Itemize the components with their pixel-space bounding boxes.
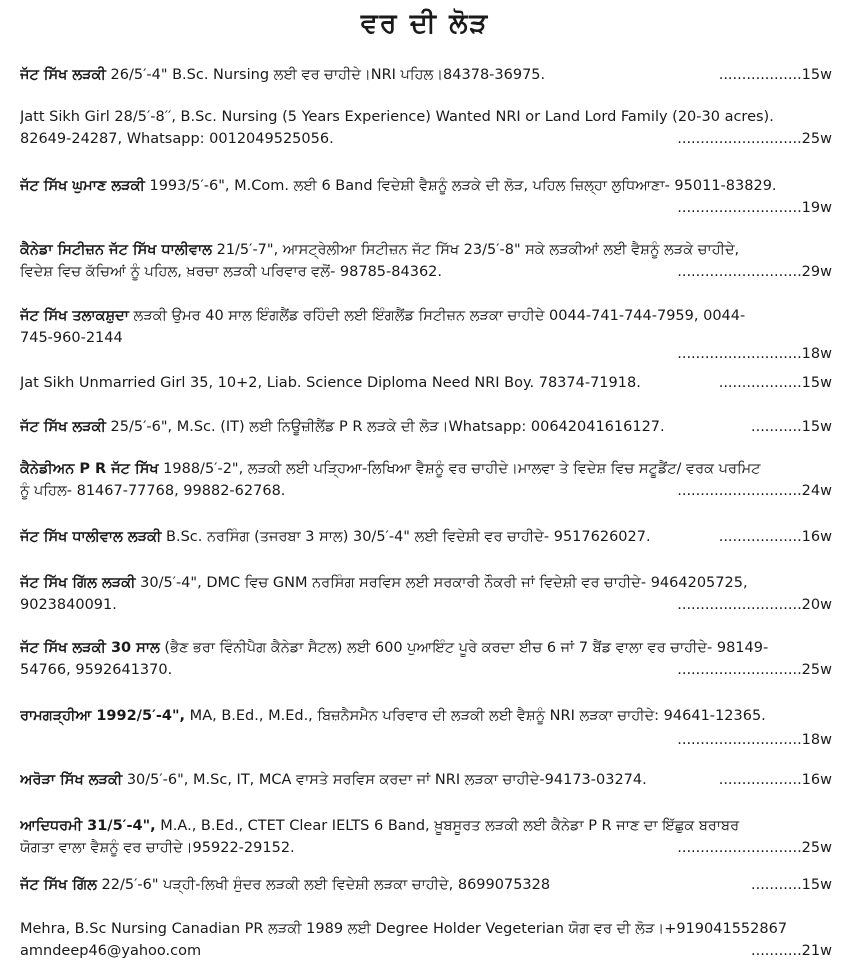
ad-lead: ਜੱਟ ਸਿੱਖ ਧਾਲੀਵਾਲ ਲੜਕੀ [20,529,162,545]
classified-ad-16 [20,918,832,962]
classified-ad-2 [20,106,832,150]
ad-price: ...........................29w [677,264,832,280]
ad-lead: ਜੱਟ ਸਿੱਖ ਘੁਮਾਣ ਲੜਕੀ [20,178,145,194]
ad-price: ...........................25w [677,840,832,856]
ad-price: ...........................18w [677,346,832,362]
classified-ad-4 [20,239,832,283]
ad-lead: ਜੱਟ ਸਿੱਖ ਲੜਕੀ [20,67,106,83]
ad-lead: ਜੱਟ ਸਿੱਖ ਲੜਕੀ 30 ਸਾਲ [20,640,160,656]
ad-price: ...........................25w [677,131,832,147]
classified-ad-5 [20,305,832,365]
ad-text: 1993/5′-6", M.Com. ਲਈ 6 Band ਵਿਦੇਸ਼ੀ ਵੈਸ਼ਨੂੰ ਲੜਕੇ ਦੀ ਲੋੜ, ਪਹਿਲ ਜ਼ਿਲ੍ਹਾ ਲੁਧਿਆਣਾ- 95011-83829. [144,178,777,194]
ad-lead: ਜੱਟ ਸਿੱਖ ਤਲਾਕਸ਼ੁਦਾ [20,308,129,324]
ad-price: ..................15w [718,375,832,391]
ad-text: ਨੂੰ ਪਹਿਲ- 81467-77768, 99882-62768. [20,483,286,499]
ad-text: 25/5′-6", M.Sc. (IT) ਲਈ ਨਿਊਜ਼ੀਲੈਂਡ P R ਲੜਕੇ ਦੀ ਲੋੜ।Whatsapp: 00642041616127. [105,419,665,435]
ad-text: Jat Sikh Unmarried Girl 35, 10+2, Liab. Science Diploma Need NRI Boy. 78374-71918. [20,375,641,391]
ad-text: 26/5′-4" B.Sc. Nursing ਲਈ ਵਰ ਚਾਹੀਦੇ।NRI ਪਹਿਲ।84378-36975. [105,67,546,83]
ad-price: ..................16w [718,529,832,545]
ad-text: Mehra, B.Sc Nursing Canadian PR ਲੜਕੀ 1989 ਲਈ Degree Holder Vegeterian ਯੋਗ ਵਰ ਦੀ ਲੋੜ।+919041552867 [20,921,788,937]
ad-price: ...........................24w [677,483,832,499]
ad-text: ਵਿਦੇਸ਼ ਵਿਚ ਕੱਚਿਆਂ ਨੂੰ ਪਹਿਲ, ਖ਼ਰਚਾ ਲੜਕੀ ਪਰਿਵਾਰ ਵਲੋਂ- 98785-84362. [20,264,442,280]
ad-text: MA, B.Ed., M.Ed., ਬਿਜ਼ਨੈਸਮੈਨ ਪਰਿਵਾਰ ਦੀ ਲੜਕੀ ਲਈ ਵੈਸ਼ਨੂੰ NRI ਲੜਕਾ ਚਾਹੀਦੇ: 94641-12365. [185,708,766,724]
ad-text: (ਭੈਣ ਭਰਾ ਵਿੰਨੀਪੈਗ ਕੈਨੇਡਾ ਸੈਟਲ) ਲਈ 600 ਪੁਆਇੰਟ ਪੂਰੇ ਕਰਦਾ ਈਚ 6 ਜਾਂ 7 ਬੈਂਡ ਵਾਲਾ ਵਰ ਚਾਹੀਦੇ- 98149- [159,640,769,656]
ad-text: 21/5′-7", ਆਸਟ੍ਰੇਲੀਆ ਸਿਟੀਜ਼ਨ ਜੱਟ ਸਿੱਖ 23/5′-8" ਸਕੇ ਲੜਕੀਆਂ ਲਈ ਵੈਸ਼ਨੂੰ ਲੜਕੇ ਚਾਹੀਦੇ, [211,242,740,258]
ad-lead: ਜੱਟ ਸਿੱਖ ਗਿੱਲ ਲੜਕੀ [20,575,136,591]
ad-lead: ਅਰੋੜਾ ਸਿੱਖ ਲੜਕੀ [20,772,123,788]
ad-price: ...........................25w [677,662,832,678]
classified-ad-12 [20,705,832,751]
classified-ad-11 [20,637,832,681]
ad-text: ਯੋਗਤਾ ਵਾਲਾ ਵੈਸ਼ਨੂੰ ਵਰ ਚਾਹੀਦੇ।95922-29152. [20,840,295,856]
ad-lead: ਰਾਮਗੜ੍ਹੀਆ 1992/5′-4", [20,708,186,724]
ad-email: amndeep46@yahoo.com [20,943,202,959]
ad-text: M.A., B.Ed., CTET Clear IELTS 6 Band, ਖ਼ੂਬਸੂਰਤ ਲੜਕੀ ਲਈ ਕੈਨੇਡਾ P R ਜਾਣ ਦਾ ਇੱਛੁਕ ਬਰਾਬਰ [155,818,740,834]
ad-lead: ਕੈਨੇਡਾ ਸਿਟੀਜ਼ਨ ਜੱਟ ਸਿੱਖ ਧਾਲੀਵਾਲ [20,242,212,258]
classified-ad-9 [20,526,832,548]
ad-price: ...........15w [750,419,832,435]
ad-text: 22/5′-6" ਪੜ੍ਹੀ-ਲਿਖੀ ਸੁੰਦਰ ਲੜਕੀ ਲਈ ਵਿਦੇਸ਼ੀ ਲੜਕਾ ਚਾਹੀਦੇ, 8699075328 [96,877,551,893]
ad-price: ...........21w [750,943,832,959]
ad-text: 30/5′-6", M.Sc, IT, MCA ਵਾਸਤੇ ਸਰਵਿਸ ਕਰਦਾ ਜਾਂ NRI ਲੜਕਾ ਚਾਹੀਦੇ-94173-03274. [122,772,647,788]
page-title: ਵਰ ਦੀ ਲੋੜ [360,8,490,39]
ad-text: 745-960-2144 [20,330,123,346]
classified-ad-15 [20,874,832,896]
classified-ad-7 [20,416,832,438]
classified-ad-13 [20,769,832,791]
classified-ad-8 [20,458,832,502]
ad-lead: ਆਦਿਧਰਮੀ 31/5′-4", [20,818,156,834]
ad-price: ...........................20w [677,597,832,613]
ad-price: ..................16w [718,772,832,788]
ad-lead: ਜੱਟ ਸਿੱਖ ਲੜਕੀ [20,419,106,435]
ad-price: ...........................19w [677,200,832,216]
ad-text: 1988/5′-2", ਲੜਕੀ ਲਈ ਪੜ੍ਹਿਆ-ਲਿਖਿਆ ਵੈਸ਼ਨੂੰ ਵਰ ਚਾਹੀਦੇ।ਮਾਲਵਾ ਤੇ ਵਿਦੇਸ਼ ਵਿਚ ਸਟੂਡੈਂਟ/ ਵਰਕ ਪਰਮਿਟ [158,461,761,477]
ad-text: ਲੜਕੀ ਉਮਰ 40 ਸਾਲ ਇੰਗਲੈਂਡ ਰਹਿੰਦੀ ਲਈ ਇੰਗਲੈਂਡ ਸਿਟੀਜ਼ਨ ਲੜਕਾ ਚਾਹੀਦੇ 0044-741-744-7959, 0044- [128,308,746,324]
ad-text: B.Sc. ਨਰਸਿੰਗ (ਤਜਰਬਾ 3 ਸਾਲ) 30/5′-4" ਲਈ ਵਿਦੇਸ਼ੀ ਵਰ ਚਾਹੀਦੇ- 9517626027. [161,529,651,545]
classified-ad-3 [20,175,832,219]
classified-ad-10 [20,572,832,616]
ad-text: 30/5′-4", DMC ਵਿਚ GNM ਨਰਸਿੰਗ ਸਰਵਿਸ ਲਈ ਸਰਕਾਰੀ ਨੌਕਰੀ ਜਾਂ ਵਿਦੇਸ਼ੀ ਵਰ ਚਾਹੀਦੇ- 9464205725, [135,575,748,591]
ad-price: ...........................18w [677,732,832,748]
ad-text: 54766, 9592641370. [20,662,173,678]
ad-price: ...........15w [750,877,832,893]
ad-text: 9023840091. [20,597,117,613]
ad-text: Jatt Sikh Girl 28/5′-8′′, B.Sc. Nursing (5 Years Experience) Wanted NRI or Land Lord Family (20-30 acres). [20,109,774,125]
classified-ad-1 [20,64,832,86]
ad-lead: ਜੱਟ ਸਿੱਖ ਗਿੱਲ [20,877,97,893]
ad-price: ..................15w [718,67,832,83]
ad-text: 82649-24287, Whatsapp: 0012049525056. [20,131,334,147]
classified-ad-6 [20,372,832,394]
classified-ad-14 [20,815,832,859]
ad-lead: ਕੈਨੇਡੀਅਨ P R ਜੱਟ ਸਿੱਖ [20,461,159,477]
